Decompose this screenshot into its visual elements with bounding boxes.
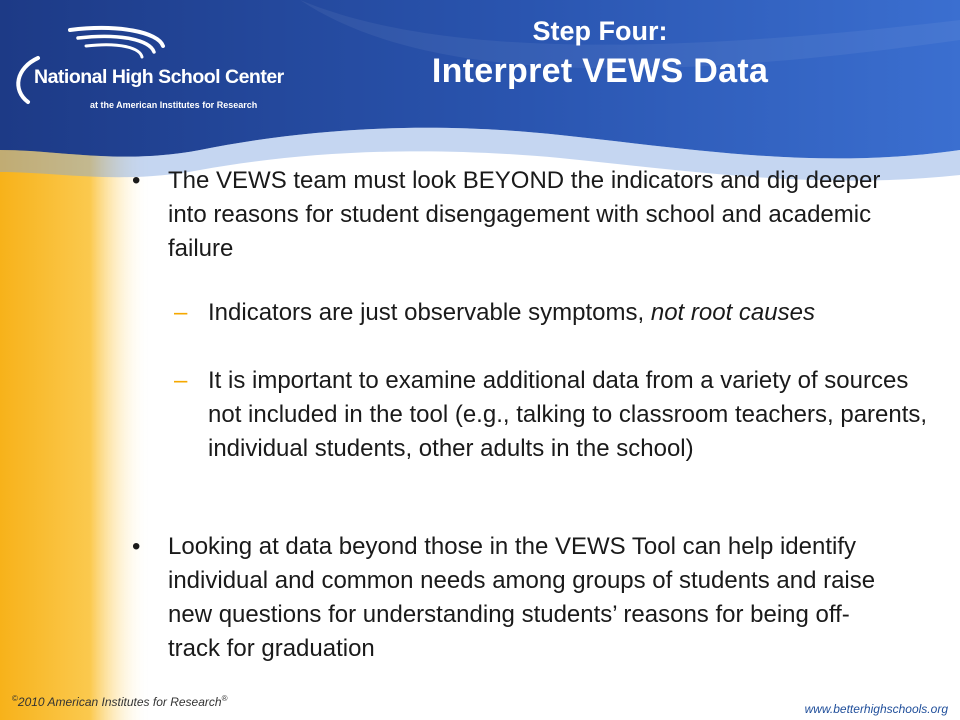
bullet-item (132, 530, 898, 666)
sub-bullet-item (174, 364, 928, 466)
copyright-text: 2010 American Institutes for Research (17, 695, 222, 709)
bullet-glyph: • (132, 167, 141, 194)
copyright-symbol: © (12, 694, 18, 703)
website-link[interactable]: www.betterhighschools.org (804, 702, 948, 716)
sub-bullet-text: It is important to examine additional data from a variety of sources not included in the tool (e.g., talking to classroom teachers, parents, individual students, other adults in the school) (208, 367, 928, 462)
logo-name: National High School Center (34, 66, 284, 88)
sub-bullet-text: Indicators are just observable symptoms, (208, 299, 651, 326)
logo (8, 20, 284, 130)
copyright (12, 694, 227, 709)
registered-symbol: ® (221, 694, 228, 703)
bullet-item (132, 164, 898, 266)
slide-title: Interpret VEWS Data (431, 52, 769, 90)
sub-bullet-item (174, 296, 928, 330)
bullet-glyph: • (132, 533, 141, 560)
slide-title-step: Step Four: (532, 16, 668, 46)
logo-subtitle: at the American Institutes for Research (90, 100, 258, 110)
bullet-text: Looking at data beyond those in the VEWS Tool can help identify individual and common needs among groups of students and raise new questions for understanding students’ reasons for being off-track for graduation (168, 533, 876, 662)
sub-bullet-emphasis: not root causes (650, 299, 815, 326)
dash-glyph: – (174, 299, 188, 326)
bullet-text: The VEWS team must look BEYOND the indicators and dig deeper into reasons for student disengagement with school and academic failure (168, 167, 881, 262)
dash-glyph: – (174, 367, 188, 394)
